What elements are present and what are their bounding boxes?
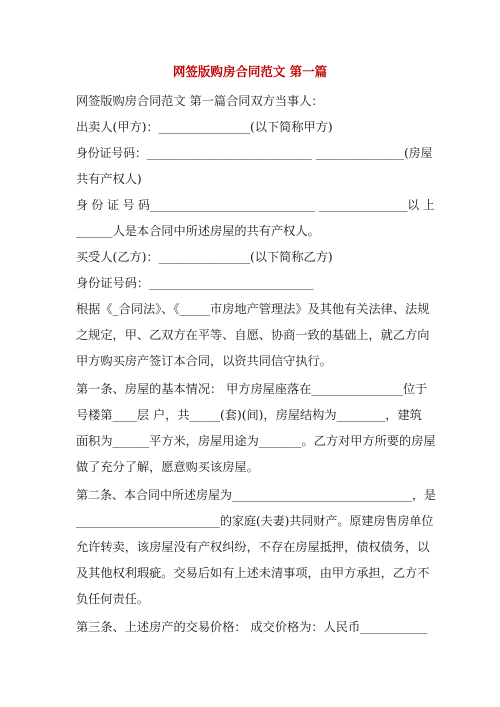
text-line: 负任何责任。 [76, 592, 150, 606]
text-line: 做了充分了解，愿意购买该房屋。 [76, 460, 259, 474]
text-line: ______人是本合同中所述房屋的共有产权人。 [76, 224, 320, 238]
text-line: 及其他权利瑕疵。交易后如有上述未清事项，由甲方承担，乙方不 [76, 566, 430, 580]
text-line: 允许转卖，该房屋没有产权纠纷，不存在房屋抵押，债权债务，以 [76, 540, 430, 554]
text-line: 甲方购买房产签订本合同，以资共同信守执行。 [76, 354, 332, 368]
document-title: 网签版购房合同范文 第一篇 [172, 64, 328, 79]
text-line: 之规定，甲、乙双方在平等、自愿、协商一致的基础上，就乙方向 [76, 328, 430, 342]
text-line: 第二条、本合同中所述房屋为______________________________，是 [76, 488, 437, 502]
text-line: 出卖人(甲方)：_______________(以下简称甲方) [76, 120, 333, 134]
text-line: 第一条、房屋的基本情况： 甲方房屋座落在_______________位于 [76, 382, 428, 396]
text-line: 身 份 证 号 码____________________________ _______________以 上 [76, 198, 435, 212]
text-line: ________________________的家庭(夫妻)共同财产。原建房售房单位 [76, 514, 434, 528]
text-line: 面积为______平方米，房屋用途为_______。乙方对甲方所要的房屋 [76, 434, 436, 448]
text-line: 身份证号码：___________________________ [76, 276, 314, 290]
text-line: 买受人(乙方)：_______________(以下简称乙方) [76, 250, 333, 264]
text-line: 根据《_合同法》、《_____市房地产管理法》及其他有关法律、法规 [76, 302, 430, 316]
text-line: 第三条、上述房产的交易价格： 成交价格为：人民币___________ [76, 620, 428, 634]
text-line: 身份证号码：____________________________ _______________(房屋 [76, 146, 433, 160]
text-line: 网签版购房合同范文 第一篇合同双方当事人： [76, 94, 324, 108]
text-line: 号楼第____层 户，共_____(套)(间)，房屋结构为________，建筑 [76, 408, 422, 422]
text-line: 共有产权人) [76, 172, 142, 186]
